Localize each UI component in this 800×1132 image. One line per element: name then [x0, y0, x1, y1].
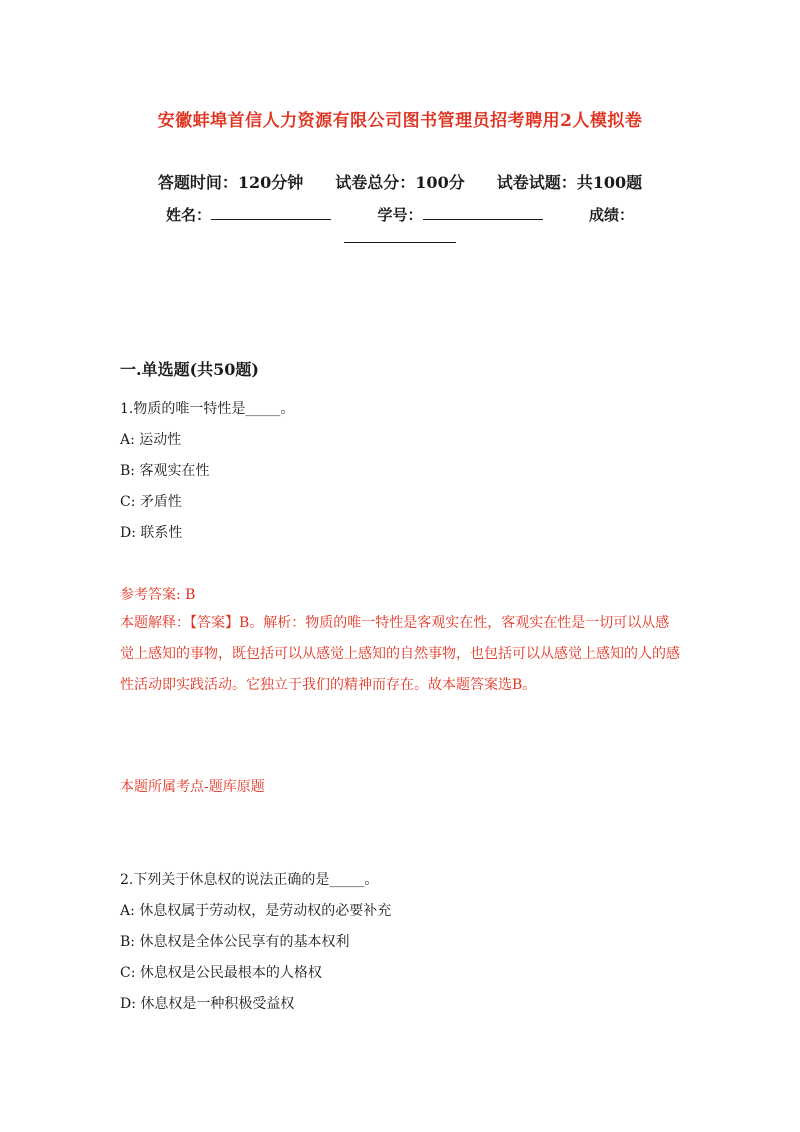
question-2-option-d: D: 休息权是一种积极受益权: [120, 996, 295, 1012]
grade-label: 成绩：: [588, 206, 634, 224]
question-1-explanation: 本题解释：【答案】B。解析：物质的唯一特性是客观实在性，客观实在性是一切可以从感觉上感知的事物，既包括可以从感觉上感知的自然事物，也包括可以从感觉上感知的人的感性活动即实践活动。它独立于我们的精神而存在。故本题答案选B。: [120, 615, 680, 693]
question-2-option-a: A: 休息权属于劳动权，是劳动权的必要补充: [120, 903, 392, 919]
exam-count: 试卷试题：共100题: [496, 173, 643, 192]
exam-meta: [0, 170, 800, 193]
question-1-option-d: D: 联系性: [120, 525, 183, 541]
question-1-stem: 1.物质的唯一特性是_____。: [120, 401, 295, 417]
name-blank[interactable]: [211, 205, 331, 220]
exam-title: 安徽蚌埠首信人力资源有限公司图书管理员招考聘用2人模拟卷: [157, 111, 643, 131]
name-label: 姓名：: [166, 206, 212, 224]
question-1-option-b: B: 客观实在性: [120, 463, 210, 479]
section-heading: 一.单选题(共50题): [120, 360, 259, 379]
question-1-option-c: C: 矛盾性: [120, 494, 182, 510]
grade-blank[interactable]: [344, 228, 456, 243]
grade-line: [0, 228, 800, 247]
question-2-option-c: C: 休息权是公民最根本的人格权: [120, 965, 322, 981]
question-1-answer: 参考答案: B: [120, 587, 196, 603]
question-1-option-a: A: 运动性: [120, 432, 182, 448]
exam-score: 试卷总分：100分: [335, 173, 465, 192]
id-label: 学号：: [377, 206, 423, 224]
exam-time: 答题时间：120分钟: [157, 173, 304, 192]
question-1-note: 本题所属考点-题库原题: [120, 779, 265, 795]
student-fields: [0, 204, 800, 225]
id-blank[interactable]: [423, 205, 543, 220]
question-2-stem: 2.下列关于休息权的说法正确的是_____。: [120, 872, 379, 888]
question-2-option-b: B: 休息权是全体公民享有的基本权利: [120, 934, 350, 950]
